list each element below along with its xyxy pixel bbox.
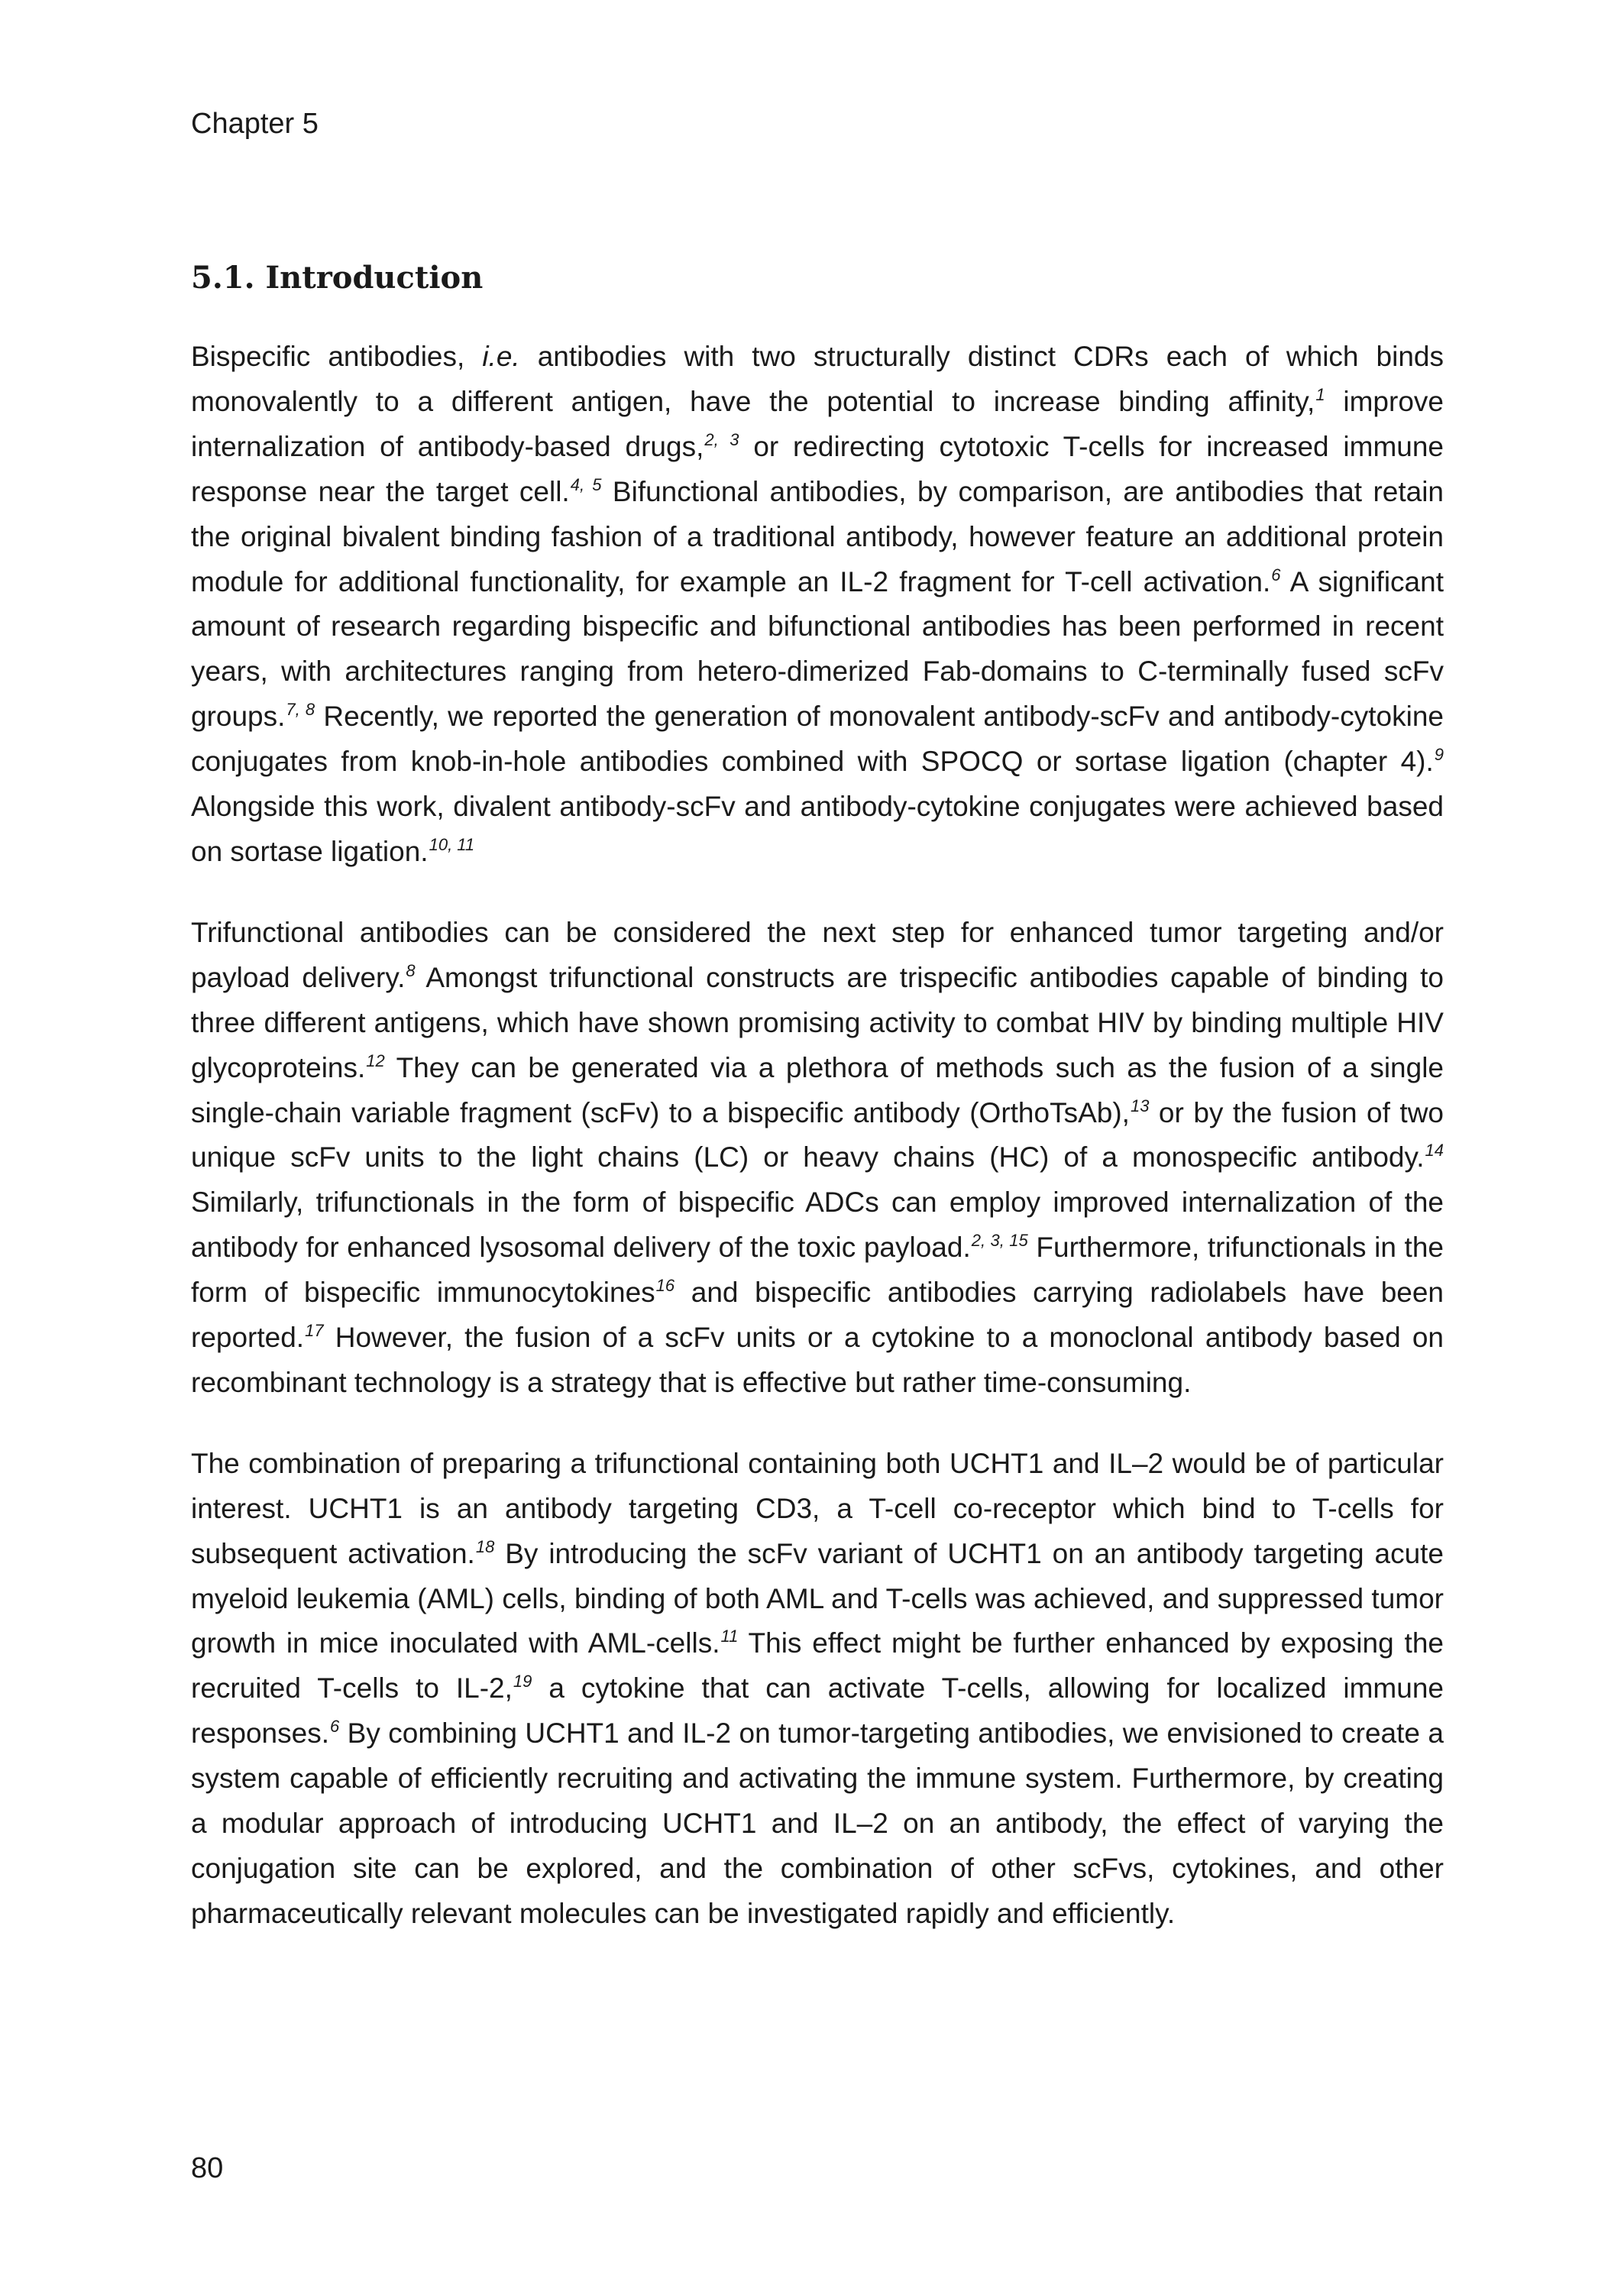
text-run: Alongside this work, divalent antibody-scFv and antibody-cytokine conjugates were achieved based on sortase ligation. [191,791,1444,867]
text-run: By introducing the scFv variant of UCHT1 on an antibody targeting acute myeloid leukemia (AML) cells, binding of both AML and T-cells was achieved, and suppressed tumor growth in mice inoculated with AML-cells. [191,1537,1444,1659]
text-run: Furthermore, trifunctionals in the form of bispecific immunocytokines [191,1232,1444,1309]
citation-superscript: 13 [1130,1096,1150,1115]
body-text [191,335,1444,1973]
text-run: Similarly, trifunctionals in the form of bispecific ADCs can employ improved internalization of the antibody for enhanced lysosomal delivery of the toxic payload. [191,1186,1444,1264]
citation-superscript: 16 [655,1276,675,1296]
citation-superscript: 6 [1271,565,1281,584]
citation-superscript: 19 [513,1672,532,1691]
citation-superscript: 6 [330,1717,340,1737]
text-run: This effect might be further enhanced by exposing the recruited T-cells to IL-2, [191,1627,1444,1704]
text-run: and bispecific antibodies carrying radiolabels have been reported. [191,1277,1444,1354]
text-run: However, the fusion of a scFv units or a cytokine to a monoclonal antibody based on recombinant technology is a strategy that is effective but rather time-consuming. [191,1322,1444,1398]
text-run: Bifunctional antibodies, by comparison, are antibodies that retain the original bivalent binding fashion of a traditional antibody, however feature an additional protein module for additional functionality, for example an IL-2 fragment for T-cell activation. [191,475,1444,597]
citation-superscript: 14 [1425,1141,1444,1161]
citation-superscript: 2, 3, 15 [971,1231,1028,1251]
citation-superscript: 2, 3 [704,429,739,449]
section-heading: 5.1. Introduction [191,260,484,296]
text-run: They can be generated via a plethora of methods such as the fusion of a single single-chain variable fragment (scFv) to a bispecific antibody (OrthoTsAb), [191,1051,1444,1128]
paragraph [191,911,1444,1406]
running-head: Chapter 5 [191,108,319,140]
text-run: a cytokine that can activate T-cells, allowing for localized immune responses. [191,1672,1444,1750]
citation-superscript: 8 [406,960,416,980]
text-run: antibodies with two structurally distinct CDRs each of which binds monovalently to a different antigen, have the potential to increase binding affinity, [191,341,1444,417]
text-run: Recently, we reported the generation of monovalent antibody-scFv and antibody-cytokine conjugates from knob-in-hole antibodies combined with SPOCQ or sortase ligation (chapter 4). [191,701,1444,778]
citation-superscript: 18 [475,1536,495,1556]
text-run: Trifunctional antibodies can be considered the next step for enhanced tumor targeting and/or payload delivery. [191,916,1444,993]
citation-superscript: 17 [305,1321,324,1341]
citation-superscript: 9 [1434,745,1444,765]
citation-superscript: 10, 11 [429,834,475,854]
citation-superscript: 1 [1315,384,1325,404]
citation-superscript: 11 [720,1627,739,1646]
text-run: By combining UCHT1 and IL-2 on tumor-targeting antibodies, we envisioned to create a system capable of efficiently recruiting and activating the immune system. Furthermore, by creating a modular approach of introducing UCHT1 and IL–2 on an antibody, the effect of varying the conjugation site can be explored, and the combination of other scFvs, cytokines, and other pharmaceutically relevant molecules can be investigated rapidly and efficiently. [191,1717,1444,1929]
italic-text: i.e. [482,341,520,372]
text-run: The combination of preparing a trifunctional containing both UCHT1 and IL–2 would be of particular interest. UCHT1 is an antibody targeting CD3, a T-cell co-receptor which bind to T-cells for subsequent activation. [191,1447,1444,1569]
citation-superscript: 7, 8 [286,700,315,720]
text-run: or by the fusion of two unique scFv units to the light chains (LC) or heavy chains (HC) of a monospecific antibody. [191,1096,1444,1174]
text-run: or redirecting cytotoxic T-cells for increased immune response near the target cell. [191,430,1444,507]
text-run: A significant amount of research regarding bispecific and bifunctional antibodies has been performed in recent years, with architectures ranging from hetero-dimerized Fab-domains to C-terminally fused scFv groups. [191,565,1444,733]
citation-superscript: 12 [366,1050,385,1070]
paragraph [191,335,1444,875]
text-run: Amongst trifunctional constructs are trispecific antibodies capable of binding to three different antigens, which have shown promising activity to combat HIV by binding multiple HIV glycoproteins. [191,961,1444,1083]
text-run: Bispecific antibodies, [191,341,483,372]
citation-superscript: 4, 5 [570,474,602,494]
paragraph [191,1442,1444,1937]
page-number: 80 [191,2152,224,2184]
text-run: improve internalization of antibody-based drugs, [191,385,1444,462]
